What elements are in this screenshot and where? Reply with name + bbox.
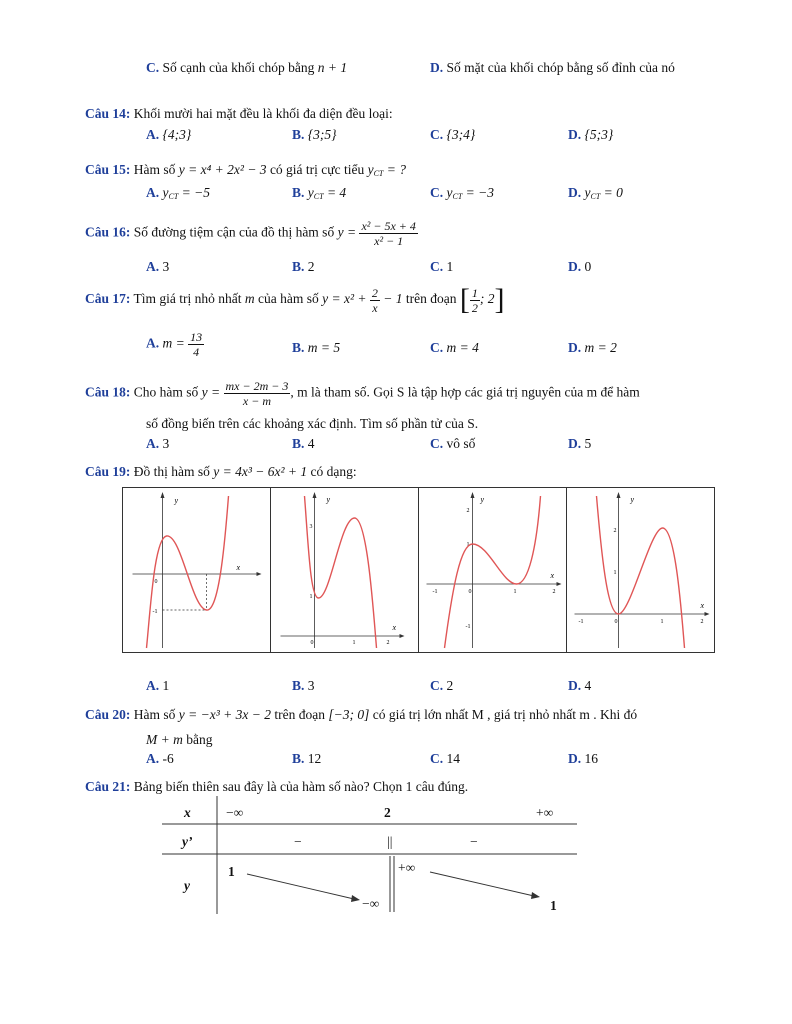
q16-option-d: D. 0 [568, 259, 592, 274]
graph-1-tick-0: 0 [154, 579, 158, 585]
vt-y-pos-inf: +∞ [398, 860, 416, 875]
q20-option-c: C. 14 [430, 751, 460, 766]
graph-2-tick-0: 0 [310, 640, 314, 646]
q14-stem: Câu 14: Khối mười hai mặt đều là khối đa diện đều loại: [85, 106, 393, 121]
q15-stem: Câu 15: Hàm số y = x⁴ + 2x² − 3 có giá trị cực tiểu $y_{CT}$ = ? [85, 162, 407, 178]
q13-option-c: C. Số cạnh của khối chóp bằng n + 1 [146, 60, 348, 75]
q20-option-d: D. 16 [568, 751, 598, 766]
vt-yp-minus-right: − [470, 834, 478, 849]
graph-3-tick-x2: 2 [552, 589, 556, 595]
vt-x-neg-inf: −∞ [226, 805, 244, 820]
q18-option-d: D. 5 [568, 436, 592, 451]
q14-option-d: D. {5;3} [568, 127, 614, 142]
vt-x-label: x [184, 805, 191, 820]
vt-y-label: y [184, 878, 190, 893]
vt-y-left-1: 1 [228, 864, 235, 879]
q18-stem: Câu 18: Cho hàm số y = $\frac{mx - 2m - 3}{x - m}$ , m là tham số. Gọi S là tập hợp các giá trị nguyên của m để hàm [85, 379, 640, 408]
q19-graph-4 [567, 488, 714, 652]
graph-4-curve [597, 496, 685, 648]
q14-option-c: C. {3;4} [430, 127, 476, 142]
q17-option-c: C. m = 4 [430, 340, 479, 355]
q18-option-b: B. 4 [292, 436, 315, 451]
q15-option-c: C. $y_{CT} = -3$ [430, 185, 495, 201]
graph-1-ylabel: y [174, 496, 179, 505]
q16-option-c: C. 1 [430, 259, 454, 274]
graph-2-xlabel: x [392, 623, 397, 632]
graph-1-tick-neg1: -1 [152, 609, 158, 615]
vt-y-neg-inf: −∞ [362, 896, 380, 911]
q19-stem: Câu 19: Đồ thị hàm số y = 4x³ − 6x² + 1 có dạng: [85, 464, 357, 479]
graph-4-tick-x2: 2 [700, 619, 704, 625]
graph-2-tick-x2: 2 [386, 640, 390, 646]
q19-option-b: B. 3 [292, 678, 315, 693]
graph-2-curve [305, 496, 377, 648]
vt-yp-label: y’ [182, 834, 193, 849]
graph-3-tick-y1: 1 [466, 542, 470, 548]
graph-3-ylabel: y [480, 495, 485, 504]
q16-option-b: B. 2 [292, 259, 315, 274]
graph-4-xlabel: x [700, 601, 705, 610]
graph-4-tick-0: 0 [614, 619, 618, 625]
q19-graphs [122, 487, 715, 653]
q20-option-a: A. -6 [146, 751, 174, 766]
graph-2-svg [271, 488, 418, 652]
vt-yp-undefined: || [387, 834, 393, 849]
q19-option-a: A. 1 [146, 678, 170, 693]
q15-option-b: B. $y_{CT} = 4$ [292, 185, 347, 201]
q16-fraction: $\frac{\text{x² − 5x + 4}}{\text{x² − 1}}$ [361, 219, 416, 248]
graph-3-svg [419, 488, 566, 652]
graph-3-tick-yneg1: -1 [465, 624, 471, 630]
q17-stem: Câu 17: Tìm giá trị nhỏ nhất m của hàm số y = x² + $\frac{2}{x}$ − 1 trên đoạn [ $\frac{1}{2}$ ; 2] [85, 283, 505, 316]
graph-3-tick-x1: 1 [513, 589, 517, 595]
vt-yp-minus-left: − [294, 834, 302, 849]
graph-2-ylabel: y [326, 495, 331, 504]
q18-option-c: C. vô số [430, 436, 476, 451]
q13-option-d: D. Số mặt của khối chóp bằng số đỉnh của nó [430, 60, 675, 75]
graph-4-ylabel: y [630, 495, 635, 504]
graph-2-tick-1: 1 [309, 594, 313, 600]
graph-3-tick-xneg1: -1 [432, 589, 438, 595]
variation-table [162, 796, 577, 914]
q19-option-c: C. 2 [430, 678, 454, 693]
q16-option-a: A. 3 [146, 259, 170, 274]
graph-4-tick-y2: 2 [613, 528, 617, 534]
graph-4-tick-xneg1: -1 [578, 619, 584, 625]
graph-4-tick-y1: 1 [613, 570, 617, 576]
q17-option-d: D. m = 2 [568, 340, 617, 355]
graph-4-tick-x1: 1 [660, 619, 664, 625]
graph-1-xlabel: x [236, 563, 241, 572]
q19-graph-1 [123, 488, 271, 652]
q17-option-a: A. m = $\frac{13}{4}$ [146, 330, 203, 359]
vt-y-right-1: 1 [550, 898, 557, 913]
graph-3-xlabel: x [550, 571, 555, 580]
q16-stem: Câu 16: Số đường tiệm cận của đồ thị hàm số y = $\frac{\text{x² − 5x + 4}}{\text{x² − 1}}$ [85, 219, 416, 248]
q20-option-b: B. 12 [292, 751, 322, 766]
q20-stem: Câu 20: Hàm số y = −x³ + 3x − 2 trên đoạn [−3; 0] có giá trị lớn nhất M , giá trị nhỏ nhất m . Khi đó [85, 707, 638, 722]
graph-1-curve [147, 496, 229, 648]
graph-1-svg [123, 488, 270, 652]
graph-3-curve [445, 496, 541, 648]
q18-stem-line2: số đồng biến trên các khoảng xác định. Tìm số phần tử của S. [146, 416, 479, 431]
q15-option-d: D. $y_{CT} = 0$ [568, 185, 623, 201]
graph-2-tick-3: 3 [309, 524, 313, 530]
q17-option-b: B. m = 5 [292, 340, 341, 355]
q19-option-d: D. 4 [568, 678, 592, 693]
vt-x-2: 2 [384, 805, 391, 820]
graph-4-svg [567, 488, 714, 652]
q15-option-a: A. $y_{CT} = -5$ [146, 185, 211, 201]
graph-3-tick-0: 0 [468, 589, 472, 595]
graph-3-tick-y2: 2 [466, 508, 470, 514]
q20-stem-line2: M + m bằng [146, 732, 213, 747]
graph-2-tick-x1: 1 [352, 640, 356, 646]
q14-option-a: A. {4;3} [146, 127, 192, 142]
q19-graph-3 [419, 488, 567, 652]
q18-option-a: A. 3 [146, 436, 170, 451]
q14-option-b: B. {3;5} [292, 127, 337, 142]
q21-stem: Câu 21: Bảng biến thiên sau đây là của hàm số nào? Chọn 1 câu đúng. [85, 779, 469, 794]
q19-graph-2 [271, 488, 419, 652]
vt-x-pos-inf: +∞ [536, 805, 554, 820]
